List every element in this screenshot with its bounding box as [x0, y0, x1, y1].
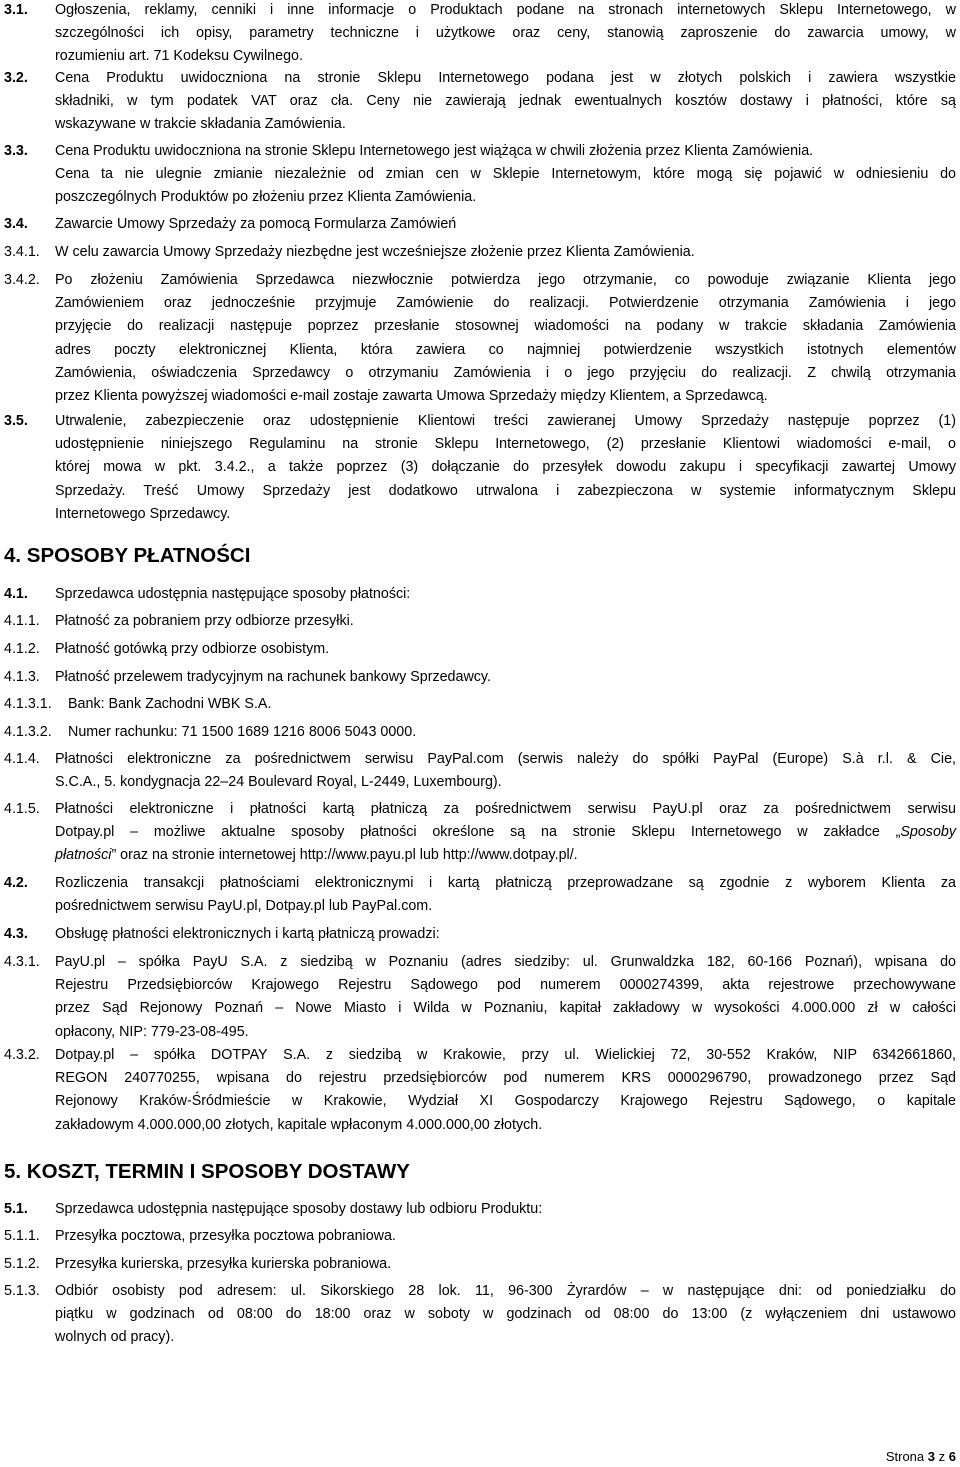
- text-line: Po złożeniu Zamówienia Sprzedawca niezwłocznie potwierdza jego otrzymanie, co powoduje związanie Klienta jego: [55, 272, 956, 288]
- footer-label: Strona: [885, 1449, 925, 1464]
- text-line: Rejonowy Kraków-Śródmieście w Krakowie, Wydział XI Gospodarczy Krajowego Rejestru Sądowego, o kapitale: [55, 1093, 956, 1110]
- clause-3-3: [4, 140, 956, 210]
- clause-number: 3.4.1.: [4, 244, 40, 260]
- text-line: W celu zawarcia Umowy Sprzedaży niezbędne jest wcześniejsze złożenie przez Klienta Zamówienia.: [55, 244, 695, 260]
- clause-text: [55, 140, 956, 210]
- text-line: Cena Produktu uwidoczniona na stronie Sklepu Internetowego jest wiążąca w chwili złożenia przez Klienta Zamówienia.: [55, 143, 814, 159]
- clause-text: [55, 67, 956, 137]
- text-line: szczególności ich opisy, parametry techniczne i użytkowe oraz ceny, stanowią zaproszenie do zawarcia umowy, w: [55, 25, 956, 42]
- clause-4-2: [4, 872, 956, 918]
- clause-text: [55, 1044, 956, 1137]
- text-line: wolnych od pracy).: [55, 1329, 175, 1346]
- clause-4-1: [4, 583, 956, 606]
- clause-number: 5.1.: [4, 1201, 28, 1217]
- clause-text: [55, 269, 956, 408]
- clause-number: 3.5.: [4, 413, 28, 429]
- text-line: REGON 240770255, wpisana do rejestru przedsiębiorców pod numerem KRS 0000296790, prowadzonego przez Sąd: [55, 1070, 956, 1087]
- text-fragment: Dotpay.pl – możliwe aktualne sposoby płatności określone są na stronie Sklepu Internetowego w zakładce „: [55, 824, 901, 841]
- clause-number: 3.2.: [4, 70, 28, 86]
- clause-4-1-3-2: [4, 721, 956, 744]
- clause-number: 3.4.: [4, 216, 28, 232]
- clause-3-1: [4, 0, 956, 69]
- text-line: Rozliczenia transakcji płatnościami elektronicznymi i kartą płatniczą przeprowadzane są zgodnie z wyborem Klienta za: [55, 875, 956, 891]
- text-line: Odbiór osobisty pod adresem: ul. Sikorskiego 28 lok. 11, 96-300 Żyrardów – w następujące dni: od poniedziałku do: [55, 1283, 956, 1299]
- clause-4-1-3: [4, 666, 956, 689]
- text-line: [55, 821, 956, 844]
- clause-3-2: [4, 67, 956, 137]
- clause-4-1-2: [4, 638, 956, 661]
- text-line: wskazywane w trakcie składania Zamówienia.: [55, 116, 346, 133]
- clause-text: [55, 923, 956, 946]
- clause-number: 5.1.1.: [4, 1228, 40, 1244]
- clause-text: [55, 638, 956, 661]
- text-line: Płatność za pobraniem przy odbiorze przesyłki.: [55, 613, 354, 629]
- text-line: Płatności elektroniczne i płatności kartą płatniczą za pośrednictwem serwisu PayU.pl oraz za pośrednictwem serwisu: [55, 801, 956, 817]
- clause-4-3: [4, 923, 956, 946]
- text-line: opłacony, NIP: 779-23-08-495.: [55, 1023, 249, 1040]
- text-line: której mowa w pkt. 3.4.2., a także poprzez (3) dołączanie do przesyłek dowodu zakupu i specyfikacji zawartej Umowy: [55, 459, 956, 476]
- clause-text: [55, 213, 956, 236]
- clause-4-3-1: [4, 951, 956, 1044]
- clause-5-1-2: [4, 1253, 956, 1276]
- text-line: przez Klienta powyższej wiadomości e-mail zostaje zawarta Umowa Sprzedaży między Klientem, a Sprzedawcą.: [55, 388, 768, 405]
- text-line: przyjęcie do realizacji następuje poprzez przesłanie stosownej wiadomości na podany w trakcie składania Zamówienia: [55, 318, 956, 335]
- clause-5-1: [4, 1198, 956, 1221]
- text-line: zakładowym 4.000.000,00 złotych, kapitale wpłaconym 4.000.000,00 złotych.: [55, 1116, 543, 1133]
- text-line: pośrednictwem serwisu PayU.pl, Dotpay.pl lub PayPal.com.: [55, 898, 433, 915]
- text-line: poszczególnych Produktów po złożeniu przez Klienta Zamówienia.: [55, 189, 477, 206]
- clause-4-1-5: [4, 798, 956, 868]
- clause-number: 3.1.: [4, 2, 28, 18]
- clause-number: 4.3.1.: [4, 954, 40, 970]
- text-line: Płatności elektroniczne za pośrednictwem serwisu PayPal.com (serwis należy do spółki PayPal (Europe) S.à r.l. & Cie,: [55, 751, 956, 767]
- clause-text: [68, 721, 956, 744]
- clause-number: 3.3.: [4, 143, 28, 159]
- text-line: Płatność przelewem tradycyjnym na rachunek bankowy Sprzedawcy.: [55, 669, 491, 685]
- text-line: Sprzedawca udostępnia następujące sposoby płatności:: [55, 586, 411, 602]
- text-line: Dotpay.pl – spółka DOTPAY S.A. z siedzibą w Krakowie, przy ul. Wielickiej 72, 30-552 Kraków, NIP 6342661860,: [55, 1047, 956, 1063]
- clause-4-1-1: [4, 610, 956, 633]
- clause-text: [55, 410, 956, 526]
- clause-text: [55, 666, 956, 689]
- text-line: Zamówieniem oraz jednocześnie przyjmuje Zamówienie do realizacji. Potwierdzenie otrzymania Zamówienia i jego: [55, 295, 956, 312]
- clause-text: [55, 241, 956, 264]
- text-line: Utrwalenie, zabezpieczenie oraz udostępnienie Klientowi treści zawieranej Umowy Sprzedaży następuje poprzez (1): [55, 413, 956, 429]
- text-line: Przesyłka kurierska, przesyłka kurierska pobraniowa.: [55, 1256, 392, 1272]
- text-fragment: Ceny nie zawierają jednak ewentualnych kosztów dostawy i płatności, które są: [366, 93, 956, 110]
- clause-text: [55, 951, 956, 1044]
- clause-3-5: [4, 410, 956, 526]
- clause-number: 4.3.2.: [4, 1047, 40, 1063]
- clause-text: [55, 583, 956, 606]
- text-line: Sprzedaży. Treść Umowy Sprzedaży jest dodatkowo utrwalona i zabezpieczona w systemie informatycznym Sklepu: [55, 482, 956, 499]
- clause-number: 4.1.3.: [4, 669, 40, 685]
- text-fragment: składniki, w tym podatek VAT oraz cła.: [55, 93, 354, 110]
- current-page-number: 3: [927, 1449, 936, 1464]
- clause-number: 5.1.3.: [4, 1283, 40, 1299]
- clause-number: 4.1.5.: [4, 801, 40, 817]
- text-line: rozumieniu art. 71 Kodeksu Cywilnego.: [55, 48, 303, 65]
- clause-text: [55, 1280, 956, 1350]
- clause-text: [55, 610, 956, 633]
- italic-link-text: Sposoby: [900, 824, 956, 841]
- clause-number: 5.1.2.: [4, 1256, 40, 1272]
- footer-separator: z: [938, 1449, 946, 1464]
- clause-4-1-4: [4, 748, 956, 794]
- clause-3-4-1: [4, 241, 956, 264]
- clause-5-1-1: [4, 1225, 956, 1248]
- clause-number: 4.1.4.: [4, 751, 40, 767]
- text-line: S.C.A., 5. kondygnacja 22–24 Boulevard Royal, L-2449, Luxembourg).: [55, 774, 502, 791]
- clause-4-3-2: [4, 1044, 956, 1137]
- clause-4-1-3-1: [4, 693, 956, 716]
- clause-3-4: [4, 213, 956, 236]
- text-line: przez Sąd Rejonowy Poznań – Nowe Miasto i Wilda w Poznaniu, kapitał zakładowy w wysokości 4.000.000 zł w całości: [55, 1000, 956, 1017]
- text-line: piątku w godzinach od 08:00 do 18:00 oraz w soboty w godzinach od 08:00 do 13:00 (z wyłączeniem dni ustawowo: [55, 1306, 956, 1323]
- text-line: Bank: Bank Zachodni WBK S.A.: [68, 696, 272, 712]
- clause-number: 4.1.1.: [4, 613, 40, 629]
- clause-text: [55, 1225, 956, 1248]
- section-heading-4: 4. SPOSOBY PŁATNOŚCI: [4, 544, 251, 567]
- text-line: Przesyłka pocztowa, przesyłka pocztowa pobraniowa.: [55, 1228, 396, 1244]
- text-line: [55, 844, 956, 867]
- text-line: Zawarcie Umowy Sprzedaży za pomocą Formularza Zamówień: [55, 216, 457, 232]
- text-line: Sprzedawca udostępnia następujące sposoby dostawy lub odbioru Produktu:: [55, 1201, 543, 1217]
- clause-text: [55, 748, 956, 794]
- section-heading-5: 5. KOSZT, TERMIN I SPOSOBY DOSTAWY: [4, 1160, 410, 1183]
- text-line: Płatność gotówką przy odbiorze osobistym.: [55, 641, 330, 657]
- clause-text: [55, 798, 956, 868]
- clause-number: 4.2.: [4, 875, 28, 891]
- clause-text: [55, 0, 956, 69]
- text-line: Rejestru Przedsiębiorców Krajowego Rejestru Sądowego pod numerem 0000274399, akta rejestrowe przechowywane: [55, 977, 956, 994]
- text-line: PayU.pl – spółka PayU S.A. z siedzibą w Poznaniu (adres siedziby: ul. Grunwaldzka 182, 60-166 Poznań), wpisana do: [55, 954, 956, 970]
- clause-text: [55, 1198, 956, 1221]
- text-line: Ogłoszenia, reklamy, cenniki i inne informacje o Produktach podane na stronach internetowych Sklepu Internetowego, w: [55, 2, 956, 18]
- text-line: adres poczty elektronicznej Klienta, która zawiera co najmniej potwierdzenie wszystkich istotnych elementów: [55, 341, 956, 358]
- clause-text: [55, 1253, 956, 1276]
- italic-link-text: płatności: [55, 847, 112, 864]
- text-line: Internetowego Sprzedawcy.: [55, 505, 231, 522]
- text-line: Obsługę płatności elektronicznych i kartą płatniczą prowadzi:: [55, 926, 440, 942]
- clause-5-1-3: [4, 1280, 956, 1350]
- clause-number: 4.1.: [4, 586, 28, 602]
- text-line: Cena Produktu uwidoczniona na stronie Sklepu Internetowego podana jest w złotych polskich i zawiera wszystkie: [55, 70, 956, 86]
- clause-text: [55, 872, 956, 918]
- text-line: udostępnienie niniejszego Regulaminu na stronie Sklepu Internetowego, (2) przesłanie Klientowi wiadomości e-mail, o: [55, 436, 956, 453]
- text-line: Zamówienia, oświadczenia Sprzedawcy o otrzymaniu Zamówienia i o jego przyjęciu do realizacji. Z chwilą otrzymania: [55, 364, 956, 381]
- total-page-count: 6: [948, 1449, 956, 1464]
- clause-number: 4.1.2.: [4, 641, 40, 657]
- clause-number: 3.4.2.: [4, 272, 40, 288]
- text-line: Numer rachunku: 71 1500 1689 1216 8006 5043 0000.: [68, 724, 417, 740]
- clause-number: 4.1.3.2.: [4, 724, 52, 740]
- page-footer: [886, 1448, 956, 1466]
- text-fragment: ” oraz na stronie internetowej http://www.payu.pl lub http://www.dotpay.pl/.: [111, 847, 578, 864]
- clause-number: 4.3.: [4, 926, 28, 942]
- clause-text: [68, 693, 956, 716]
- clause-number: 4.1.3.1.: [4, 696, 52, 712]
- clause-3-4-2: [4, 269, 956, 408]
- text-line: Cena ta nie ulegnie zmianie niezależnie od zmian cen w Sklepie Internetowym, które mogą się pojawić w odniesieniu do: [55, 166, 956, 183]
- text-line: [55, 90, 956, 113]
